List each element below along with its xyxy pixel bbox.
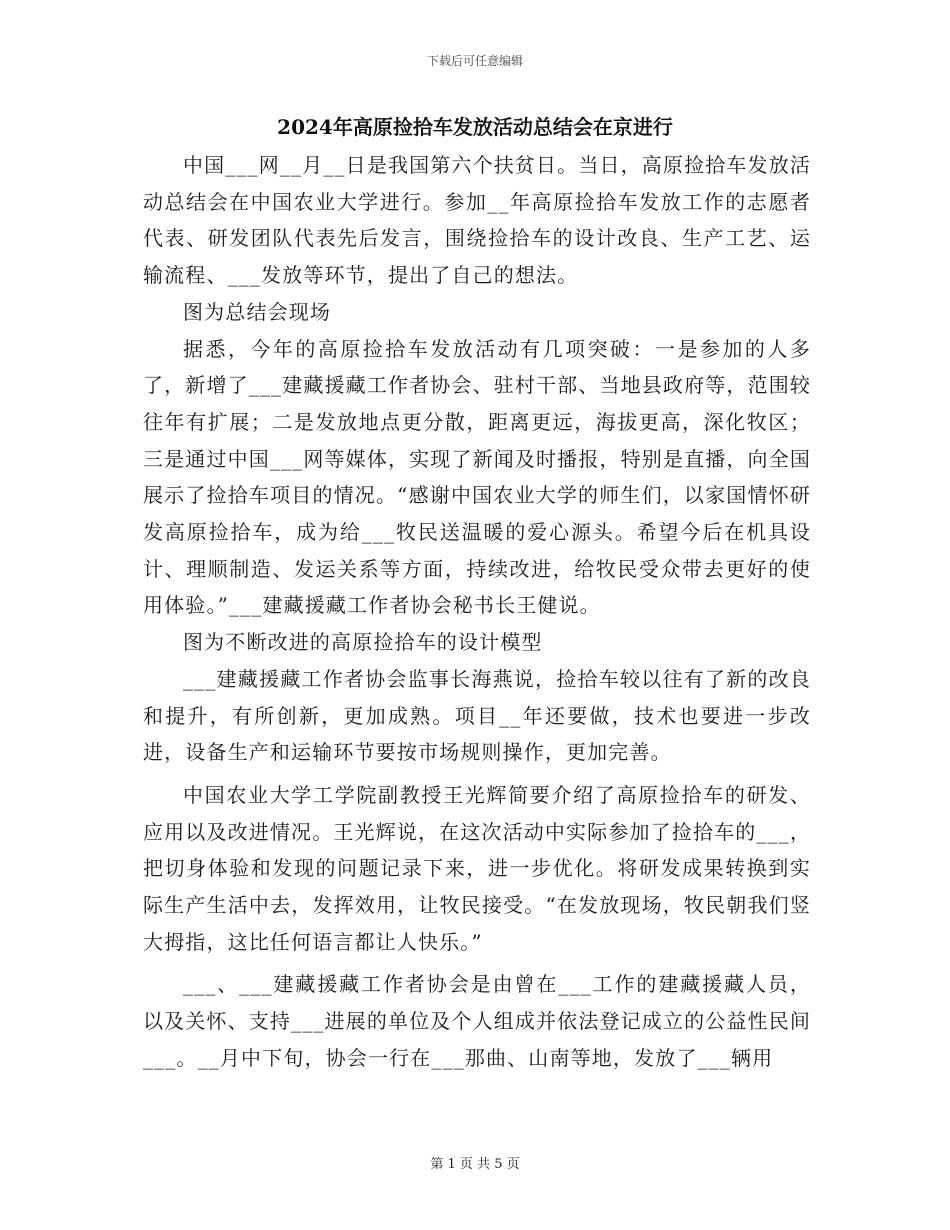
paragraph: ___、___建藏援藏工作者协会是由曾在___工作的建藏援藏人员，以及关怀、支持___进展的单位及个人组成并依法登记成立的公益性民间___。__月中下旬，协会一行在___那曲、山南等地，发放了___辆用 xyxy=(143,972,811,1070)
image-caption: 图为总结会现场 xyxy=(183,299,332,324)
header-note: 下载后可任意编辑 xyxy=(426,54,523,68)
paragraph: ___建藏援藏工作者协会监事长海燕说，捡拾车较以往有了新的改良和提升，有所创新，更加成熟。项目__年还要做，技术也要进一步改进，设备生产和运输环节要按市场规则操作，更加完善。 xyxy=(143,666,811,765)
paragraph: 据悉，今年的高原捡拾车发放活动有几项突破：一是参加的人多了，新增了___建藏援藏工作者协会、驻村干部、当地县政府等，范围较往年有扩展；二是发放地点更分散，距离更远，海拔更高，深化牧区；三是通过中国___网等媒体，实现了新闻及时播报，特别是直播，向全国展示了捡拾车项目的情况。“感谢中国农业大学的师生们，以家国情怀研发高原捡拾车，成为给___牧民送温暖的爱心源头。希望今后在机具设计、理顺制造、发运关系等方面，持续改进，给牧民受众带去更好的使用体验。”___建藏援藏工作者协会秘书长王健说。 xyxy=(143,336,811,618)
document-body xyxy=(143,147,811,1077)
image-caption: 图为不断改进的高原捡拾车的设计模型 xyxy=(183,630,543,655)
paragraph: 中国___网__月__日是我国第六个扶贫日。当日，高原捡拾车发放活动总结会在中国农业大学进行。参加__年高原捡拾车发放工作的志愿者代表、研发团队代表先后发言，围绕捡拾车的设计改良、生产工艺、运输流程、___发放等环节，提出了自己的想法。 xyxy=(143,153,811,288)
page-number: 第 1 页 共 5 页 xyxy=(430,1157,520,1172)
paragraph: 中国农业大学工学院副教授王光辉简要介绍了高原捡拾车的研发、应用以及改进情况。王光辉说，在这次活动中实际参加了捡拾车的___，把切身体验和发现的问题记录下来，进一步优化。将研发成果转换到实际生产生活中去，发挥效用，让牧民接受。“在发放现场，牧民朝我们竖大拇指，这比任何语言都让人快乐。” xyxy=(143,782,811,954)
document-title: 2024年高原捡拾车发放活动总结会在京进行 xyxy=(277,115,673,139)
